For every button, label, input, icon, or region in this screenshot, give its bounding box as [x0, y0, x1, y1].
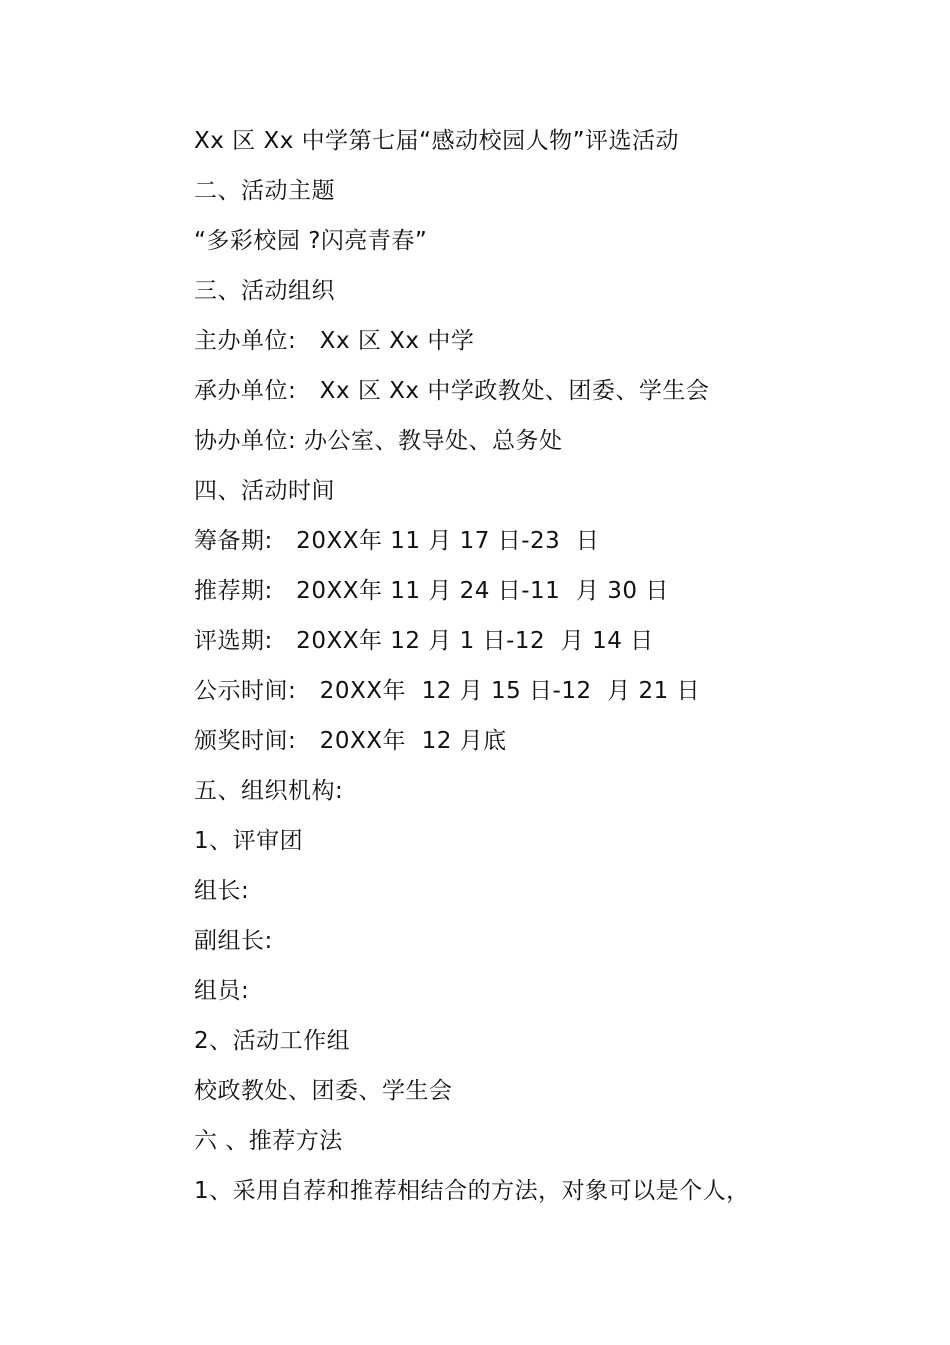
section-heading-organization: 三、活动组织 — [194, 278, 335, 304]
schedule-publicity: 公示时间: 20XX年 12 月 15 日-12 月 21 日 — [194, 678, 701, 704]
section-heading-theme: 二、活动主题 — [194, 178, 335, 204]
schedule-award: 颁奖时间: 20XX年 12 月底 — [194, 728, 507, 754]
section-heading-method: 六 、推荐方法 — [194, 1128, 343, 1154]
organizer-unit: 承办单位: Xx 区 Xx 中学政教处、团委、学生会 — [194, 378, 710, 404]
section-heading-structure: 五、组织机构: — [194, 778, 344, 804]
jury-members: 组员: — [194, 978, 250, 1004]
host-unit: 主办单位: Xx 区 Xx 中学 — [194, 328, 475, 354]
working-group-members: 校政教处、团委、学生会 — [194, 1078, 453, 1104]
schedule-selection: 评选期: 20XX年 12 月 1 日-12 月 14 日 — [194, 628, 654, 654]
document-title: Xx 区 Xx 中学第七届“感动校园人物”评选活动 — [194, 128, 679, 154]
jury-deputy-leader: 副组长: — [194, 928, 273, 954]
subheading-working-group: 2、活动工作组 — [194, 1028, 351, 1054]
method-item-1: 1、采用自荐和推荐相结合的方法，对象可以是个人， — [194, 1178, 750, 1204]
section-heading-schedule: 四、活动时间 — [194, 478, 335, 504]
theme-slogan: “多彩校园 ?闪亮青春” — [194, 228, 428, 254]
schedule-preparation: 筹备期: 20XX年 11 月 17 日-23 日 — [194, 528, 600, 554]
document-body — [194, 121, 750, 1221]
subheading-jury: 1、评审团 — [194, 828, 304, 854]
co-organizer-unit: 协办单位: 办公室、教导处、总务处 — [194, 428, 563, 454]
schedule-recommendation: 推荐期: 20XX年 11 月 24 日-11 月 30 日 — [194, 578, 669, 604]
jury-leader: 组长: — [194, 878, 250, 904]
